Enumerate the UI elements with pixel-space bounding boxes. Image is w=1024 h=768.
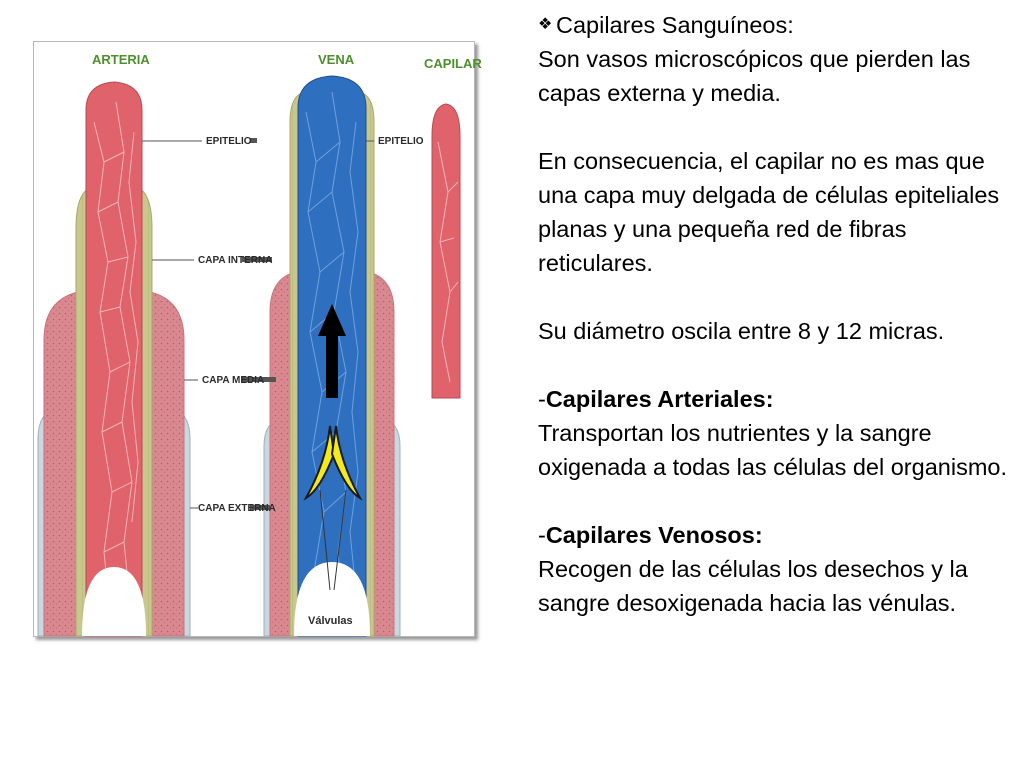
vein-vessel bbox=[264, 76, 400, 636]
heading-line bbox=[538, 8, 1020, 42]
capillary-vessel bbox=[432, 104, 460, 398]
vessel-diagram bbox=[33, 41, 482, 637]
title-capilar: CAPILAR bbox=[424, 56, 482, 71]
venous-title: Capilares Venosos: bbox=[545, 522, 763, 548]
title-vena: VENA bbox=[318, 52, 355, 67]
paragraph-consecuencia: En consecuencia, el capilar no es mas que una capa muy delgada de células epiteliales planas y una pequeña red de fibras reticulares. bbox=[538, 148, 1000, 276]
label-capa-interna: CAPA INTERNA bbox=[198, 255, 273, 266]
label-epitelio-vein: EPITELIO bbox=[378, 136, 424, 147]
venous-title-line bbox=[538, 518, 1020, 552]
label-valvulas: Válvulas bbox=[308, 615, 353, 627]
intro-paragraph: Son vasos microscópicos que pierden las capas externa y media. bbox=[538, 46, 971, 106]
artery-vessel bbox=[38, 82, 190, 636]
vessel-diagram-svg bbox=[34, 42, 482, 636]
label-capa-media: CAPA MEDIA bbox=[202, 375, 265, 386]
text-panel bbox=[538, 8, 1020, 620]
venous-prefix: - bbox=[538, 522, 546, 548]
venous-body: Recogen de las células los desechos y la sangre desoxigenada hacia las vénulas. bbox=[538, 556, 968, 616]
paragraph-diametro: Su diámetro oscila entre 8 y 12 micras. bbox=[538, 318, 945, 344]
title-arteria: ARTERIA bbox=[92, 52, 150, 67]
arterial-title: Capilares Arteriales: bbox=[545, 386, 774, 412]
label-capa-externa: CAPA EXTERNA bbox=[198, 503, 276, 514]
arterial-title-line bbox=[538, 382, 1020, 416]
arterial-prefix: - bbox=[538, 386, 546, 412]
label-epitelio: EPITELIO bbox=[206, 136, 252, 147]
arterial-body: Transportan los nutrientes y la sangre oxigenada a todas las células del organismo. bbox=[538, 420, 1007, 480]
diamond-bullet-icon: ❖ bbox=[538, 16, 553, 33]
heading: Capilares Sanguíneos: bbox=[556, 12, 794, 38]
